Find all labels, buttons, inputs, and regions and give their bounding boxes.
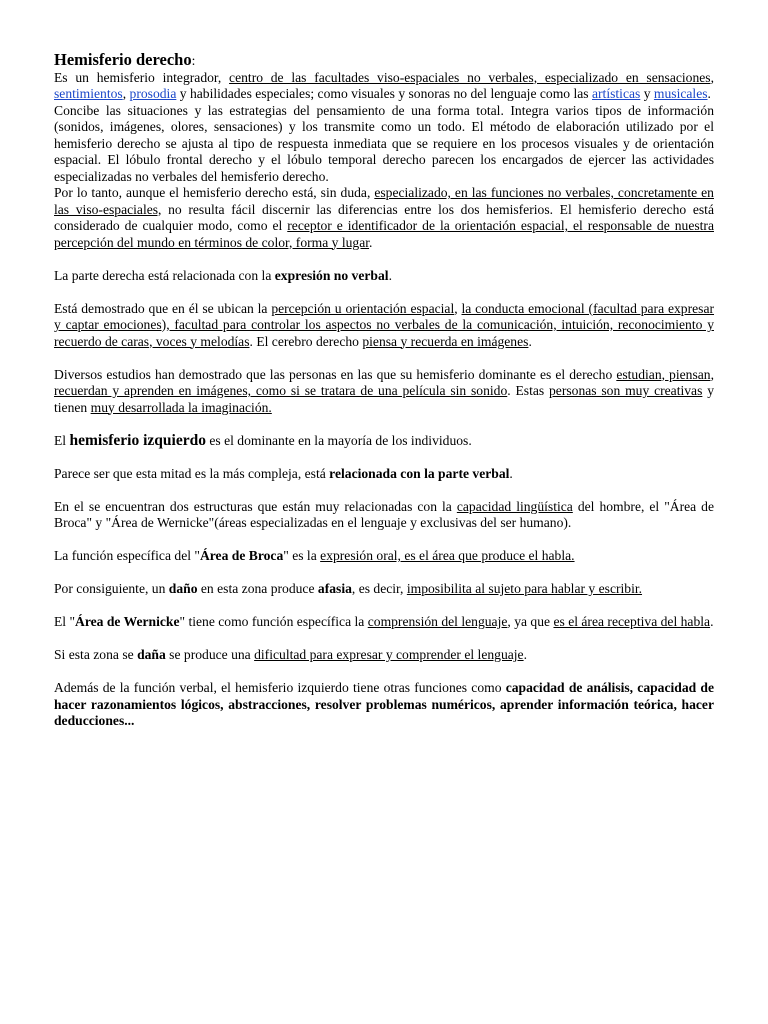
text: es el dominante en la mayoría de los individuos. [205, 432, 472, 448]
underlined-text: la conducta emocional (facultad para expresar y captar emociones), facultad para controlar los aspectos no verbales de la comunicación, intuición, reconocimiento y recuerdo de caras, voces y melodías [54, 300, 715, 349]
text: del hombre, el "Área de Broca" y "Área de Wernicke"(áreas especializadas en el lenguaje y exclusivas del ser humano). [54, 498, 715, 530]
spacer [54, 350, 714, 367]
spacer [54, 532, 714, 549]
text: . [369, 234, 373, 250]
underlined-text: centro de las facultades viso-espaciales no verbales, especializado en sensaciones, [229, 69, 714, 85]
text: Por consiguiente, un [54, 581, 169, 596]
text: Es un hemisferio integrador, [54, 69, 230, 85]
spacer [54, 482, 714, 499]
text: " es la [283, 548, 321, 563]
bold-text: afasia [317, 581, 352, 596]
underlined-text: expresión oral, es el área que produce el habla. [320, 548, 575, 563]
underlined-text: capacidad lingüística [456, 498, 573, 514]
spacer [54, 565, 714, 582]
underlined-text: comprensión del lenguaje [367, 614, 508, 629]
underlined-text: es el área receptiva del habla [553, 614, 711, 629]
link-prosodia[interactable]: prosodia [129, 86, 177, 101]
paragraph-area-wernicke [54, 614, 714, 631]
text: Por lo tanto, aunque el hemisferio derecho está, sin duda, [54, 185, 375, 200]
underlined-text: piensa y recuerda en imágenes [362, 333, 529, 349]
paragraph-hemisferio-izquierdo [54, 433, 714, 450]
paragraph-diversos-estudios [54, 367, 714, 417]
underlined-text: receptor e identificador de la orientación espacial, el responsable de nuestra percepción del mundo en términos de color, forma y lugar [54, 218, 714, 250]
text: . [509, 465, 513, 481]
paragraph-dificultad [54, 647, 714, 664]
bold-heading-hemisferio-izquierdo: hemisferio izquierdo [69, 431, 206, 449]
text: Parece ser que esta mitad es la más compleja, está [54, 465, 330, 481]
paragraph-area-broca [54, 548, 714, 565]
bold-text: relacionada con la parte verbal [329, 465, 510, 481]
bold-text: expresión no verbal [274, 267, 389, 283]
text: Además de la función verbal, el hemisferio izquierdo tiene otras funciones como [54, 680, 506, 695]
paragraph-demostrado [54, 301, 714, 351]
spacer [54, 251, 714, 268]
link-artisticas[interactable]: artísticas [592, 86, 641, 101]
text: . [523, 647, 527, 662]
paragraph-mas-compleja [54, 466, 714, 483]
text: Diversos estudios han demostrado que las personas en las que su hemisferio dominante es el derecho [54, 366, 617, 382]
underlined-text: personas son muy creativas [549, 383, 703, 398]
spacer [54, 664, 714, 681]
heading-hemisferio-derecho: Hemisferio derecho [54, 50, 192, 69]
text: Está demostrado que en él se ubican la [54, 300, 272, 316]
text: , [122, 86, 130, 101]
text: El " [54, 614, 76, 629]
spacer [54, 631, 714, 648]
paragraph-parte-derecha [54, 268, 714, 285]
text: . Estas [507, 383, 549, 398]
underlined-text: muy desarrollada la imaginación. [90, 399, 272, 415]
text: . [707, 86, 711, 101]
text: " tiene como función específica la [179, 614, 368, 629]
underlined-text: dificultad para expresar y comprender el lenguaje [254, 647, 524, 662]
text: , ya que [507, 614, 554, 629]
paragraph-por-lo-tanto [54, 185, 714, 251]
text: y habilidades especiales; como visuales y sonoras no del lenguaje como las [176, 86, 592, 101]
text: , es decir, [351, 581, 407, 596]
paragraph-concibe: Concibe las situaciones y las estrategias del pensamiento de una forma total. Integra varios tipos de información (sonidos, imágenes, olores, sensaciones) y los transmite como un todo. El método de elaboración utilizado por el hemisferio derecho se ajusta al tipo de respuesta inmediata que se requiere en los procesos visuales y de orientación espacial. El lóbulo frontal derecho y el lóbulo temporal derecho parecen los encargados de ejercer las actividades especializadas no verbales del hemisferio derecho. [54, 102, 714, 184]
bold-text: Área de Wernicke [75, 614, 180, 629]
text: . [710, 614, 714, 629]
text: . [388, 267, 392, 283]
section-heading-right [54, 52, 714, 70]
paragraph-afasia [54, 581, 714, 598]
text: , [454, 300, 462, 316]
text: y tienen [54, 383, 714, 415]
text: . El cerebro derecho [249, 333, 363, 349]
text: La parte derecha está relacionada con la [54, 267, 275, 283]
underlined-text: imposibilita al sujeto para hablar y escribir. [406, 581, 643, 596]
text: no resulta fácil discernir las diferencias entre los dos hemisferios. El hemisferio derecho está considerado de cualquier modo, como el [54, 201, 714, 233]
bold-text: capacidad de análisis, capacidad de hacer razonamientos lógicos, abstracciones, resolver problemas numéricos, aprender información teórica, hacer deducciones... [54, 680, 715, 728]
text: El [54, 432, 70, 448]
spacer [54, 598, 714, 615]
text: La función específica del " [54, 548, 200, 563]
bold-text: Área de Broca [199, 548, 284, 563]
text: . [528, 333, 532, 349]
text: En el se encuentran dos estructuras que están muy relacionadas con la [54, 498, 457, 514]
bold-text: daño [168, 581, 198, 596]
link-sentimientos[interactable]: sentimientos [54, 86, 123, 101]
spacer [54, 284, 714, 301]
heading-colon: : [191, 53, 196, 68]
paragraph-integrador [54, 70, 714, 103]
underlined-text: especializado, en las funciones no verbales, concretamente en las viso-espaciales, [54, 185, 714, 217]
underlined-text: estudian, piensan, recuerdan y aprenden en imágenes, como si se tratara de una película sin sonido [54, 366, 714, 398]
spacer [54, 416, 714, 433]
underlined-text: percepción u orientación espacial [271, 300, 455, 316]
bold-text: daña [137, 647, 166, 662]
spacer [54, 449, 714, 466]
paragraph-dos-estructuras [54, 499, 714, 532]
text: en esta zona produce [197, 581, 318, 596]
text: se produce una [165, 647, 255, 662]
link-musicales[interactable]: musicales [653, 86, 708, 101]
paragraph-otras-funciones [54, 680, 714, 730]
text: y [640, 86, 654, 101]
text: Si esta zona se [54, 647, 138, 662]
